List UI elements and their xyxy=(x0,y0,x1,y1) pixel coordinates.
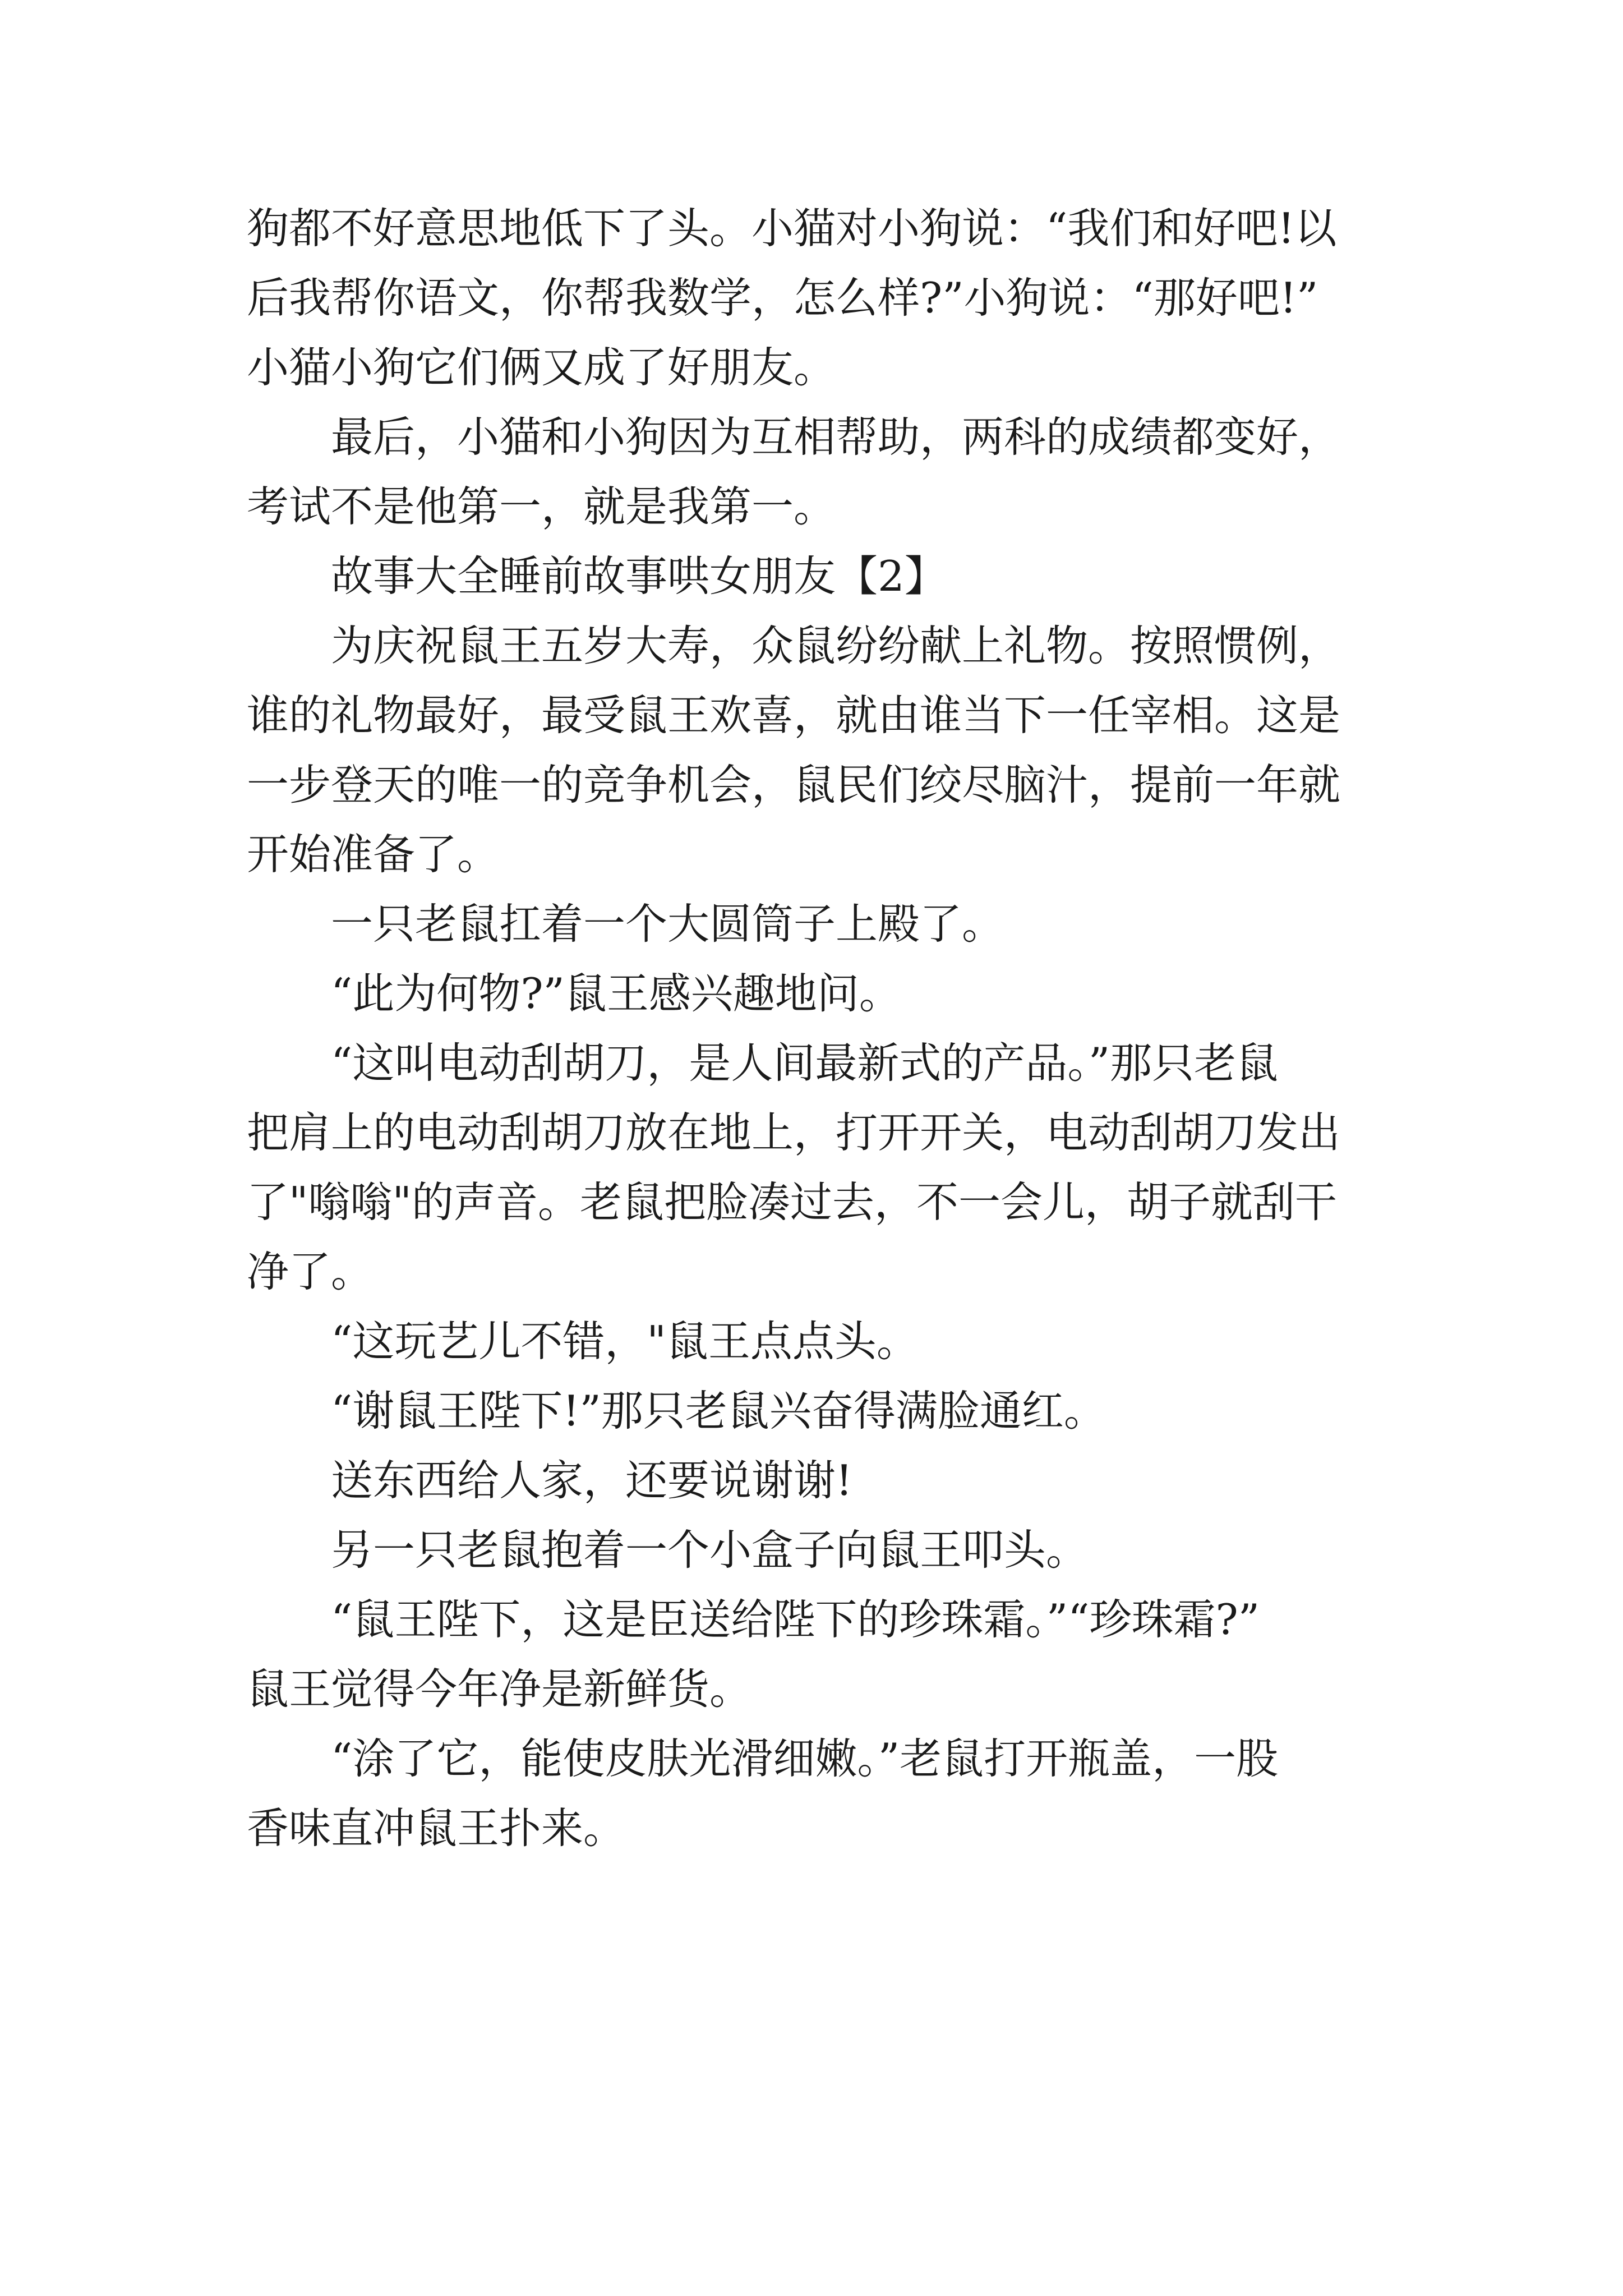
text-line: “这玩艺儿不错，"鼠王点点头。 xyxy=(247,1317,919,1366)
text-line: 考试不是他第一，就是我第一。 xyxy=(247,482,836,531)
text-line: “此为何物?”鼠王感兴趣地问。 xyxy=(247,969,901,1018)
text-line: 净了。 xyxy=(247,1247,374,1296)
text-line: 一步登天的唯一的竞争机会，鼠民们绞尽脑汁，提前一年就 xyxy=(247,760,1341,809)
text-line: 另一只老鼠抱着一个小盒子向鼠王叩头。 xyxy=(247,1525,1089,1575)
text-line: “谢鼠王陛下!”那只老鼠兴奋得满脸通红。 xyxy=(247,1386,1106,1435)
text-line: 一只老鼠扛着一个大圆筒子上殿了。 xyxy=(247,899,1004,949)
text-line: 开始准备了。 xyxy=(247,830,500,879)
section-heading: 故事大全睡前故事哄女朋友【2】 xyxy=(247,551,947,601)
text-line: 香味直冲鼠王扑来。 xyxy=(247,1803,626,1853)
text-line: 把肩上的电动刮胡刀放在地上，打开开关，电动刮胡刀发出 xyxy=(247,1108,1341,1157)
text-line: 了"嗡嗡"的声音。老鼠把脸凑过去，不一会儿，胡子就刮干 xyxy=(247,1177,1337,1227)
text-line: 送东西给人家，还要说谢谢! xyxy=(247,1456,853,1505)
text-line: “涂了它，能使皮肤光滑细嫩。”老鼠打开瓶盖，一股 xyxy=(247,1734,1279,1783)
text-line: 谁的礼物最好，最受鼠王欢喜，就由谁当下一任宰相。这是 xyxy=(247,691,1341,740)
text-line: 为庆祝鼠王五岁大寿，众鼠纷纷献上礼物。按照惯例， xyxy=(247,621,1341,670)
text-line: “鼠王陛下，这是臣送给陛下的珍珠霜。”“珍珠霜?” xyxy=(247,1595,1260,1644)
document-body xyxy=(247,194,1391,1863)
text-line: 小猫小狗它们俩又成了好朋友。 xyxy=(247,343,836,392)
text-line: 最后，小猫和小狗因为互相帮助，两科的成绩都变好， xyxy=(247,412,1341,462)
text-line: 鼠王觉得今年净是新鲜货。 xyxy=(247,1664,752,1714)
text-line: 狗都不好意思地低下了头。小猫对小狗说：“我们和好吧!以 xyxy=(247,204,1337,253)
text-line: 后我帮你语文，你帮我数学，怎么样?”小狗说：“那好吧!” xyxy=(247,273,1318,323)
text-line: “这叫电动刮胡刀，是人间最新式的产品。”那只老鼠 xyxy=(247,1038,1279,1088)
